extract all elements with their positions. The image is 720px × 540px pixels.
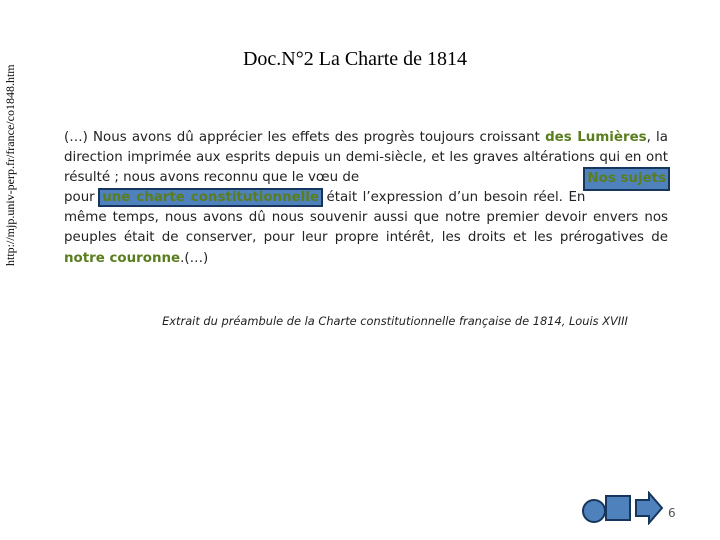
next-arrow-icon[interactable]: [634, 491, 664, 525]
circle-icon[interactable]: [582, 499, 606, 523]
text-segment: (…) Nous avons dû apprécier les effets des progrès toujours croissant: [64, 130, 546, 145]
highlight-box-nos-sujets: Nos sujets: [585, 169, 668, 189]
page-number: 6: [668, 506, 676, 520]
text-segment: était l’expression d’un besoin réel. En même temps, nous avons dû nous souvenir aussi que notre premier devoir envers nos peuples était de conserver, pour leur propre intérêt, les droits et les prérogatives de: [64, 190, 668, 246]
text-segment: .(…): [180, 250, 209, 266]
square-icon[interactable]: [605, 495, 631, 521]
highlight-box-charte: une charte constitutionnelle: [102, 190, 319, 206]
highlight-lumieres: des Lumières: [545, 130, 647, 145]
source-caption: Extrait du préambule de la Charte constitutionnelle française de 1814, Louis XVIII: [162, 314, 628, 328]
page-title: Doc.N°2 La Charte de 1814: [242, 48, 468, 70]
source-url-text: http://mjp.univ-perp.fr/france/co1848.htm: [3, 64, 17, 266]
highlight-couronne: notre couronne: [64, 250, 181, 266]
text-segment: , la direction imprimée aux esprits depuis un demi-siècle, et les graves altérations qui en ont résulté ; nous avons reconnu que le vœu de: [64, 130, 668, 186]
document-excerpt: [64, 128, 668, 269]
text-segment: pour: [64, 190, 101, 206]
